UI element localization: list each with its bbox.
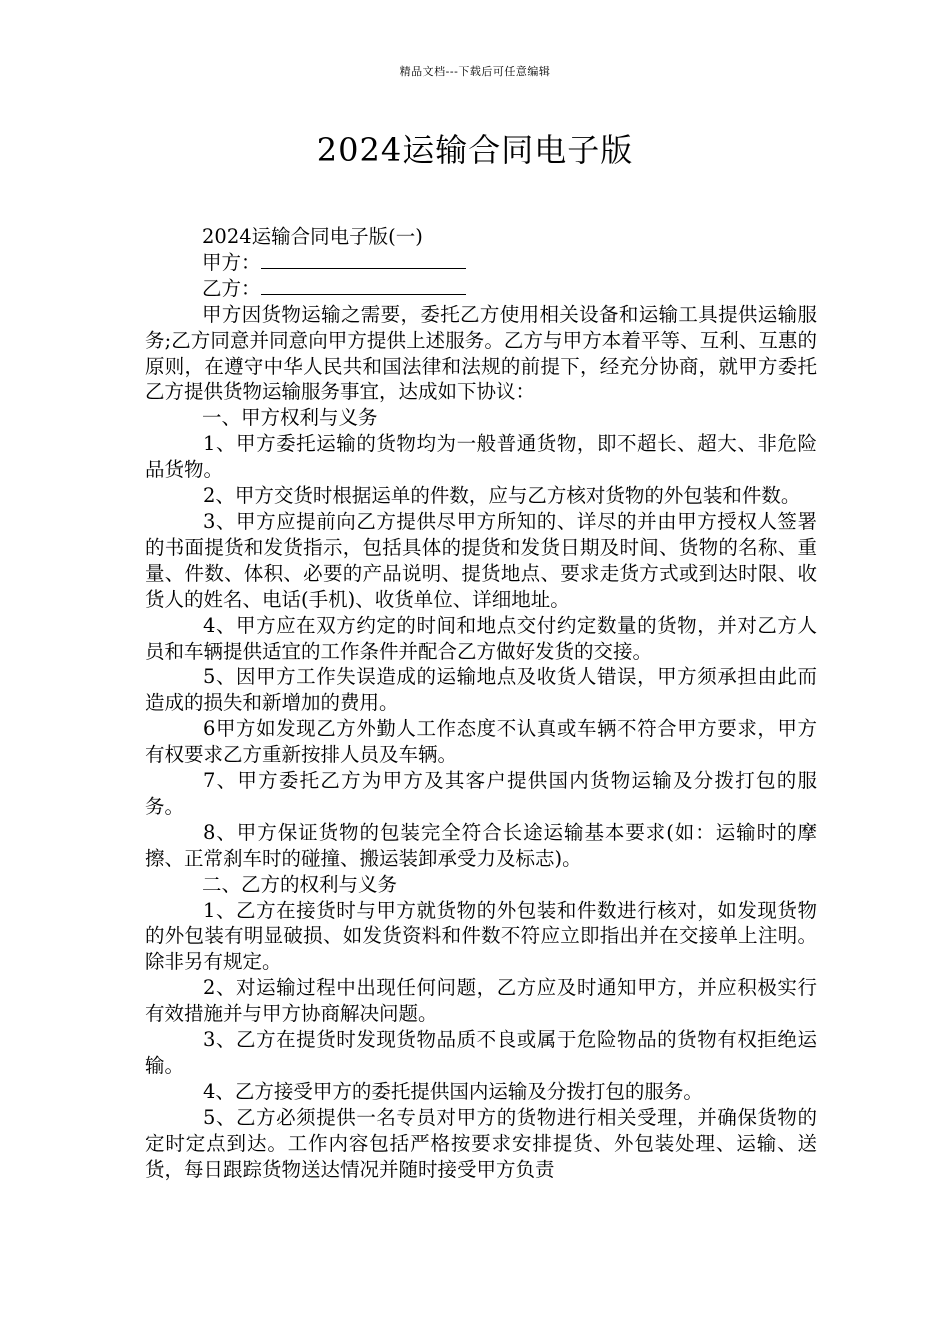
- clause-a-8: 8、甲方保证货物的包装完全符合长途运输基本要求(如：运输时的摩擦、正常刹车时的碰撞、搬运装卸承受力及标志)。: [145, 820, 817, 870]
- party-a-line: [145, 250, 817, 276]
- party-b-blank: [261, 276, 466, 295]
- party-a-blank: [261, 250, 466, 269]
- document-body: [145, 224, 817, 1183]
- clause-b-5: 5、乙方必须提供一名专员对甲方的货物进行相关受理，并确保货物的定时定点到达。工作内容包括严格按要求安排提货、外包装处理、运输、送货，每日跟踪货物送达情况并随时接受甲方负责: [145, 1105, 817, 1181]
- clause-b-2: 2、对运输过程中出现任何问题，乙方应及时通知甲方，并应积极实行有效措施并与甲方协商解决问题。: [145, 976, 817, 1026]
- clause-a-3: 3、甲方应提前向乙方提供尽甲方所知的、详尽的并由甲方授权人签署的书面提货和发货指示，包括具体的提货和发货日期及时间、货物的名称、重量、件数、体积、必要的产品说明、提货地点、要求走货方式或到达时限、收货人的姓名、电话(手机)、收货单位、详细地址。: [145, 509, 817, 611]
- clause-a-1: 1、甲方委托运输的货物均为一般普通货物，即不超长、超大、非危险品货物。: [145, 432, 817, 482]
- document-title: 2024运输合同电子版: [316, 131, 634, 169]
- clause-a-2: 2、甲方交货时根据运单的件数，应与乙方核对货物的外包装和件数。: [203, 484, 801, 508]
- clause-a-6: 6甲方如发现乙方外勤人工作态度不认真或车辆不符合甲方要求，甲方有权要求乙方重新按排人员及车辆。: [145, 717, 817, 767]
- section-heading-party-b: 二、乙方的权利与义务: [202, 872, 398, 896]
- clause-a-7: 7、甲方委托乙方为甲方及其客户提供国内货物运输及分拨打包的服务。: [145, 769, 817, 818]
- section-heading-party-a: 一、甲方权利与义务: [202, 406, 378, 430]
- paragraph-intro: 甲方因货物运输之需要，委托乙方使用相关设备和运输工具提供运输服务;乙方同意并同意向甲方提供上述服务。乙方与甲方本着平等、互利、互惠的原则，在遵守中华人民共和国法律和法规的前提下，经充分协商，就甲方委托乙方提供货物运输服务事宜，达成如下协议：: [145, 302, 817, 404]
- contract-subtitle: 2024运输合同电子版(一): [202, 225, 423, 248]
- clause-b-3: 3、乙方在提货时发现货物品质不良或属于危险物品的货物有权拒绝运输。: [145, 1028, 817, 1077]
- clause-b-4: 4、乙方接受甲方的委托提供国内运输及分拨打包的服务。: [203, 1079, 703, 1103]
- clause-a-5: 5、因甲方工作失误造成的运输地点及收货人错误，甲方须承担由此而造成的损失和新增加的费用。: [145, 665, 817, 715]
- party-b-label: 乙方：: [202, 276, 261, 300]
- clause-a-4: 4、甲方应在双方约定的时间和地点交付约定数量的货物，并对乙方人员和车辆提供适宜的工作条件并配合乙方做好发货的交接。: [145, 613, 817, 663]
- clause-b-1: 1、乙方在接货时与甲方就货物的外包装和件数进行核对，如发现货物的外包装有明显破损、如发货资料和件数不符应立即指出并在交接单上注明。除非另有规定。: [145, 898, 817, 974]
- party-b-line: [145, 276, 817, 302]
- header-note: 精品文档---下载后可任意编辑: [399, 65, 551, 78]
- party-a-label: 甲方：: [202, 250, 261, 274]
